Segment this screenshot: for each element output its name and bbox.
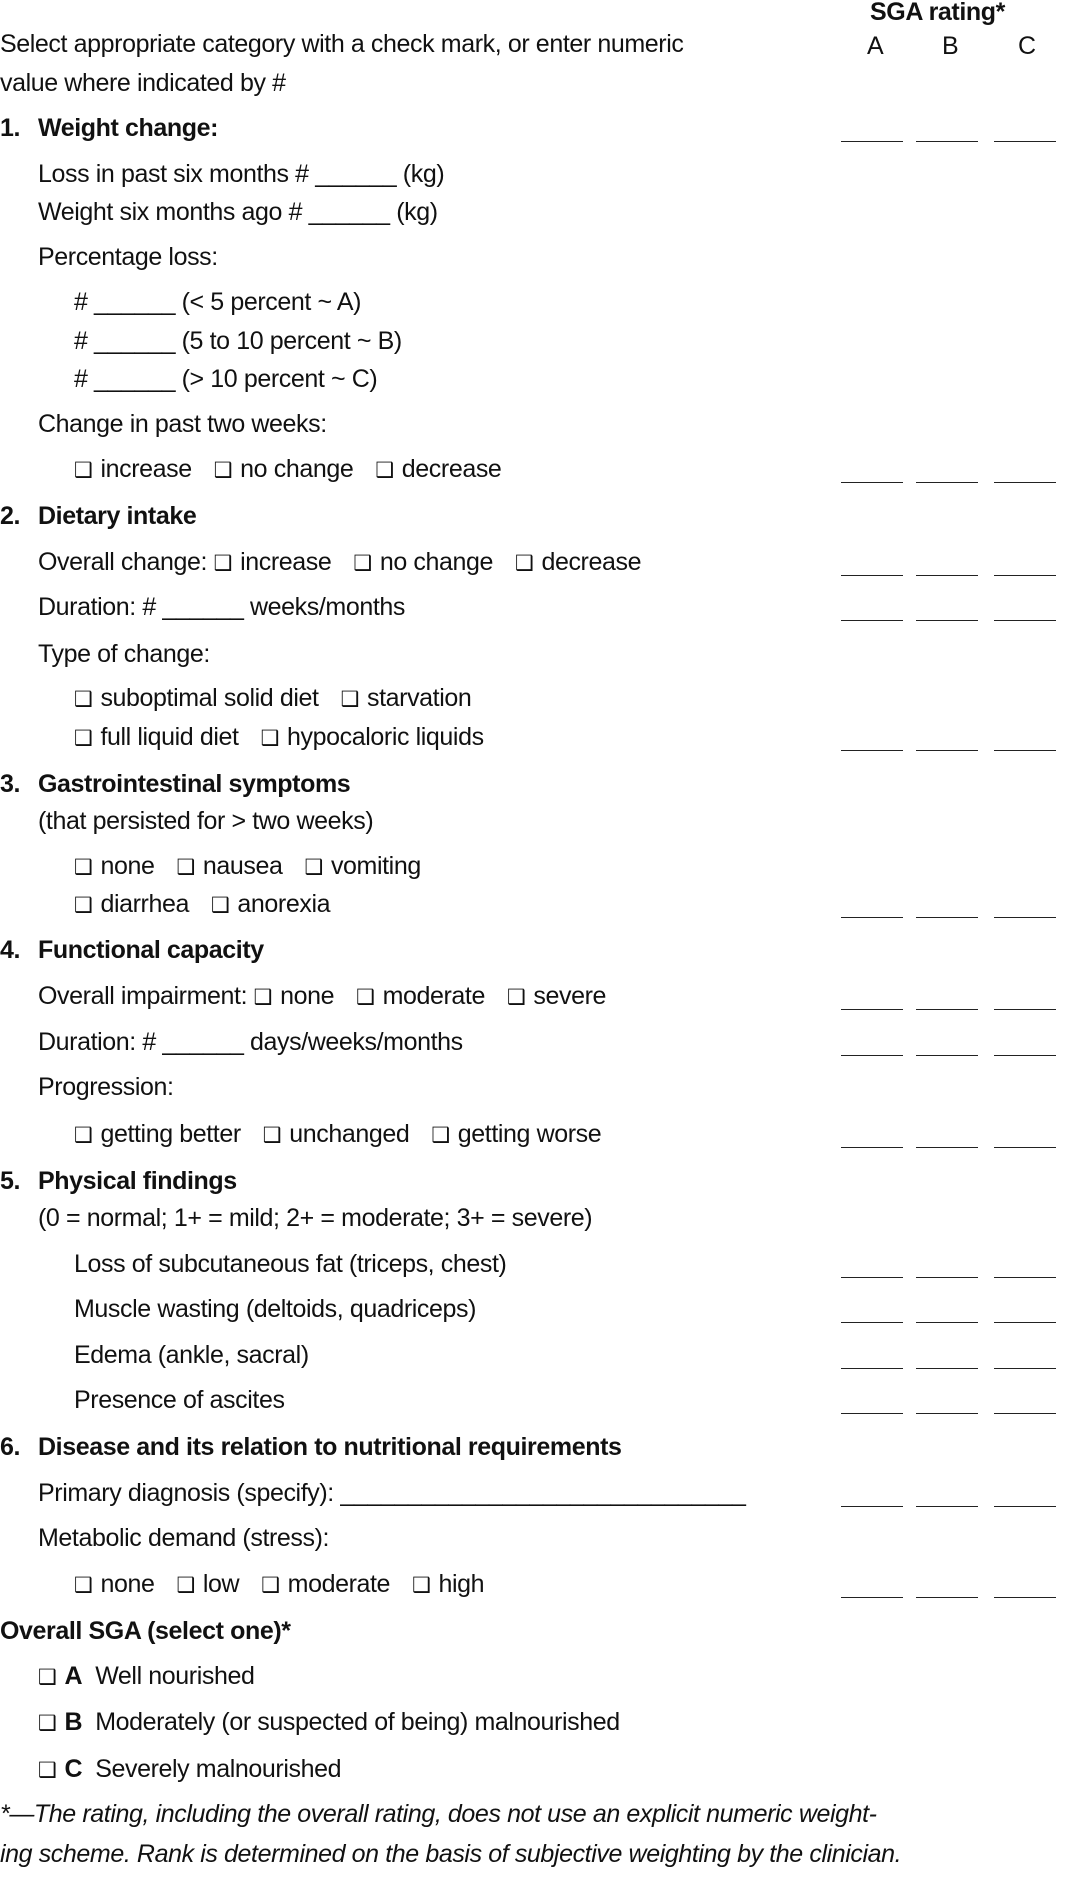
checkbox-option[interactable] [74, 852, 154, 880]
option-row [74, 1117, 623, 1151]
section-number: 6. [0, 1433, 21, 1461]
line-text: Percentage loss: [38, 243, 218, 271]
form-line [38, 407, 327, 441]
form-line [74, 1383, 285, 1417]
checkbox-icon[interactable]: ❑ [74, 458, 93, 482]
instructions-line-2: value where indicated by # [0, 69, 286, 97]
checkbox-icon[interactable]: ❑ [74, 687, 93, 711]
rating-blank-c[interactable] [994, 750, 1056, 751]
rating-blank-b[interactable] [916, 141, 978, 142]
rating-blank-b[interactable] [916, 1322, 978, 1323]
checkbox-icon[interactable]: ❑ [304, 855, 323, 879]
rating-blank-c[interactable] [994, 482, 1056, 483]
section-heading [0, 499, 196, 533]
checkbox-icon[interactable]: ❑ [74, 893, 93, 917]
form-line [38, 637, 210, 671]
form-line [38, 1521, 329, 1555]
option-label: unchanged [289, 1120, 410, 1148]
checkbox-icon[interactable]: ❑ [431, 1123, 450, 1147]
overall-choice-b[interactable] [38, 1705, 620, 1739]
option-label: moderate [287, 1570, 391, 1598]
sga-rating-title: SGA rating* [870, 0, 1005, 26]
line-text: Duration: # ______ weeks/months [38, 593, 405, 621]
rating-blank-b[interactable] [916, 1009, 978, 1010]
option-label: high [438, 1570, 485, 1598]
form-line [38, 590, 405, 624]
checkbox-option[interactable] [74, 455, 192, 483]
checkbox-option[interactable] [356, 982, 485, 1010]
overall-choice-c[interactable] [38, 1752, 341, 1786]
checkbox-icon[interactable]: ❑ [74, 1573, 93, 1597]
rating-blank-c[interactable] [994, 917, 1056, 918]
rating-blank-c[interactable] [994, 1368, 1056, 1369]
checkbox-icon[interactable]: ❑ [213, 551, 233, 575]
checkbox-option[interactable] [176, 852, 282, 880]
overall-heading: Overall SGA (select one)* [0, 1617, 291, 1645]
line-text: # ______ (< 5 percent ~ A) [74, 288, 362, 316]
option-label: increase [100, 455, 192, 483]
line-text: Loss in past six months # ______ (kg) [38, 160, 445, 188]
instructions-line-1: Select appropriate category with a check mark, or enter numeric [0, 30, 684, 58]
rating-blank-a[interactable] [841, 575, 903, 576]
checkbox-icon[interactable]: ❑ [262, 1123, 282, 1147]
option-label: suboptimal solid diet [100, 684, 319, 712]
form-line [74, 1338, 309, 1372]
option-label: full liquid diet [100, 723, 239, 751]
rating-blank-b[interactable] [916, 620, 978, 621]
form-line [74, 324, 402, 358]
checkbox-option[interactable] [74, 1570, 154, 1598]
checkbox-icon[interactable]: ❑ [213, 458, 233, 482]
rating-blank-c[interactable] [994, 575, 1056, 576]
section-number: 3. [0, 770, 21, 798]
checkbox-option[interactable] [74, 1120, 241, 1148]
option-row [74, 681, 493, 715]
rating-blank-a[interactable] [841, 750, 903, 751]
column-b: B [942, 32, 959, 60]
section-heading [0, 1164, 237, 1198]
checkbox-option[interactable] [261, 723, 484, 751]
rating-blank-a[interactable] [841, 1322, 903, 1323]
rating-blank-b[interactable] [916, 917, 978, 918]
checkbox-icon[interactable]: ❑ [176, 855, 195, 879]
line-text: Duration: # ______ days/weeks/months [38, 1028, 463, 1056]
checkbox-option[interactable] [412, 1570, 484, 1598]
option-label: none [280, 982, 335, 1010]
checkbox-option[interactable] [211, 890, 330, 918]
option-label: decrease [541, 548, 642, 576]
rating-blank-b[interactable] [916, 1368, 978, 1369]
section-title: Dietary intake [38, 502, 197, 530]
checkbox-icon[interactable]: ❑ [412, 1573, 431, 1597]
rating-blank-b[interactable] [916, 750, 978, 751]
checkbox-option[interactable] [74, 684, 319, 712]
line-text: Primary diagnosis (specify): ______________________________ [38, 1479, 746, 1507]
form-line [74, 362, 377, 396]
rating-blank-a[interactable] [841, 1147, 903, 1148]
section-heading [0, 1430, 622, 1464]
checkbox-icon[interactable]: ❑ [210, 893, 230, 917]
section-number: 2. [0, 502, 21, 530]
rating-blank-a[interactable] [841, 1055, 903, 1056]
footnote-line-2: ing scheme. Rank is determined on the basis of subjective weighting by the clinician. [0, 1840, 902, 1868]
line-text: Progression: [38, 1073, 174, 1101]
line-text: # ______ (> 10 percent ~ C) [74, 365, 378, 393]
checkbox-icon[interactable]: ❑ [260, 726, 280, 750]
rating-blank-b[interactable] [916, 1277, 978, 1278]
choice-letter: A [64, 1662, 83, 1690]
option-label: hypocaloric liquids [287, 723, 484, 751]
option-label: none [100, 852, 155, 880]
line-text: Overall change: [38, 548, 214, 576]
rating-blank-c[interactable] [994, 1597, 1056, 1598]
form-line [74, 1247, 506, 1281]
rating-blank-b[interactable] [916, 482, 978, 483]
rating-blank-a[interactable] [841, 1009, 903, 1010]
line-text: Weight six months ago # ______ (kg) [38, 198, 438, 226]
form-line [38, 1025, 463, 1059]
checkbox-option[interactable] [263, 1120, 410, 1148]
checkbox-icon[interactable]: ❑ [38, 1665, 57, 1689]
line-text: # ______ (5 to 10 percent ~ B) [74, 327, 402, 355]
form-line [74, 1292, 476, 1326]
rating-blank-a[interactable] [841, 1413, 903, 1414]
form-line [38, 240, 218, 274]
section-number: 1. [0, 114, 21, 142]
rating-blank-a[interactable] [841, 482, 903, 483]
line-text: (0 = normal; 1+ = mild; 2+ = moderate; 3+ = severe) [38, 1204, 593, 1232]
checkbox-option[interactable] [74, 890, 189, 918]
section-title: Disease and its relation to nutritional requirements [38, 1433, 622, 1461]
option-label: starvation [367, 684, 472, 712]
option-row [74, 720, 506, 754]
form-line [38, 195, 438, 229]
checkbox-icon[interactable]: ❑ [375, 458, 394, 482]
line-text: Edema (ankle, sacral) [74, 1341, 309, 1369]
checkbox-icon[interactable]: ❑ [253, 985, 273, 1009]
checkbox-icon[interactable]: ❑ [506, 985, 526, 1009]
checkbox-icon[interactable]: ❑ [38, 1711, 57, 1735]
rating-blank-b[interactable] [916, 575, 978, 576]
rating-blank-b[interactable] [916, 1597, 978, 1598]
checkbox-icon[interactable]: ❑ [353, 551, 372, 575]
form-line [38, 1070, 174, 1104]
form-line [38, 1201, 592, 1235]
option-row [38, 545, 663, 579]
rating-blank-c[interactable] [994, 1413, 1056, 1414]
option-label: diarrhea [100, 890, 189, 918]
checkbox-option[interactable] [214, 548, 332, 576]
checkbox-option[interactable] [341, 684, 472, 712]
line-text: Loss of subcutaneous fat (triceps, chest) [74, 1250, 507, 1278]
option-label: decrease [401, 455, 502, 483]
section-title: Functional capacity [38, 936, 264, 964]
option-label: severe [533, 982, 607, 1010]
option-row [74, 849, 443, 883]
checkbox-icon[interactable]: ❑ [74, 1123, 93, 1147]
section-title: Weight change: [38, 114, 219, 142]
checkbox-icon[interactable]: ❑ [74, 726, 93, 750]
section-heading [0, 767, 350, 801]
checkbox-icon[interactable]: ❑ [340, 687, 359, 711]
checkbox-icon[interactable]: ❑ [356, 985, 375, 1009]
form-line [74, 285, 361, 319]
option-row [74, 1567, 506, 1601]
section-title: Physical findings [38, 1167, 237, 1195]
choice-letter: C [64, 1755, 83, 1783]
checkbox-icon[interactable]: ❑ [74, 855, 93, 879]
checkbox-option[interactable] [375, 455, 501, 483]
option-label: vomiting [330, 852, 421, 880]
rating-blank-c[interactable] [994, 1147, 1056, 1148]
column-c: C [1018, 32, 1036, 60]
overall-choice-a[interactable] [38, 1659, 255, 1693]
option-label: getting better [100, 1120, 241, 1148]
footnote-line-1: *—The rating, including the overall rating, does not use an explicit numeric weight- [0, 1800, 877, 1828]
option-label: increase [240, 548, 332, 576]
checkbox-option[interactable] [305, 852, 421, 880]
line-text: Change in past two weeks: [38, 410, 327, 438]
rating-blank-a[interactable] [841, 1277, 903, 1278]
checkbox-icon[interactable]: ❑ [261, 1573, 280, 1597]
rating-blank-c[interactable] [994, 141, 1056, 142]
option-label: moderate [382, 982, 485, 1010]
form-line [38, 1476, 746, 1510]
line-text: Metabolic demand (stress): [38, 1524, 330, 1552]
line-text: Overall impairment: [38, 982, 254, 1010]
checkbox-option[interactable] [515, 548, 641, 576]
rating-blank-b[interactable] [916, 1055, 978, 1056]
checkbox-option[interactable] [507, 982, 606, 1010]
rating-blank-b[interactable] [916, 1147, 978, 1148]
line-text: (that persisted for > two weeks) [38, 807, 374, 835]
rating-blank-a[interactable] [841, 1506, 903, 1507]
checkbox-option[interactable] [431, 1120, 601, 1148]
option-label: none [100, 1570, 155, 1598]
checkbox-option[interactable] [74, 723, 239, 751]
option-row [74, 452, 523, 486]
rating-blank-c[interactable] [994, 1009, 1056, 1010]
rating-blank-c[interactable] [994, 1322, 1056, 1323]
checkbox-option[interactable] [176, 1570, 239, 1598]
checkbox-option[interactable] [254, 982, 334, 1010]
line-text: Presence of ascites [74, 1386, 285, 1414]
checkbox-icon[interactable]: ❑ [38, 1758, 57, 1782]
rating-blank-a[interactable] [841, 917, 903, 918]
option-label: nausea [202, 852, 283, 880]
option-label: no change [240, 455, 354, 483]
option-row [74, 887, 352, 921]
option-label: anorexia [237, 890, 331, 918]
rating-blank-c[interactable] [994, 620, 1056, 621]
column-a: A [867, 32, 884, 60]
rating-blank-a[interactable] [841, 1597, 903, 1598]
section-number: 5. [0, 1167, 21, 1195]
checkbox-option[interactable] [261, 1570, 390, 1598]
line-text: Type of change: [38, 640, 210, 668]
line-text: Muscle wasting (deltoids, quadriceps) [74, 1295, 477, 1323]
form-line [38, 804, 373, 838]
section-heading [0, 111, 218, 145]
rating-blank-b[interactable] [916, 1506, 978, 1507]
option-label: getting worse [457, 1120, 602, 1148]
section-number: 4. [0, 936, 21, 964]
option-label: no change [379, 548, 494, 576]
choice-label: Well nourished [95, 1662, 255, 1690]
rating-blank-a[interactable] [841, 1368, 903, 1369]
form-line [38, 157, 444, 191]
rating-blank-c[interactable] [994, 1506, 1056, 1507]
rating-blank-a[interactable] [841, 141, 903, 142]
choice-letter: B [64, 1708, 83, 1736]
checkbox-option[interactable] [353, 548, 493, 576]
rating-blank-a[interactable] [841, 620, 903, 621]
checkbox-icon[interactable]: ❑ [515, 551, 534, 575]
rating-blank-b[interactable] [916, 1413, 978, 1414]
rating-blank-c[interactable] [994, 1277, 1056, 1278]
choice-label: Severely malnourished [95, 1755, 342, 1783]
section-title: Gastrointestinal symptoms [38, 770, 351, 798]
checkbox-option[interactable] [214, 455, 354, 483]
checkbox-icon[interactable]: ❑ [176, 1573, 195, 1597]
rating-blank-c[interactable] [994, 1055, 1056, 1056]
choice-label: Moderately (or suspected of being) malnourished [95, 1708, 620, 1736]
option-label: low [202, 1570, 240, 1598]
option-row [38, 979, 628, 1013]
section-heading [0, 933, 264, 967]
